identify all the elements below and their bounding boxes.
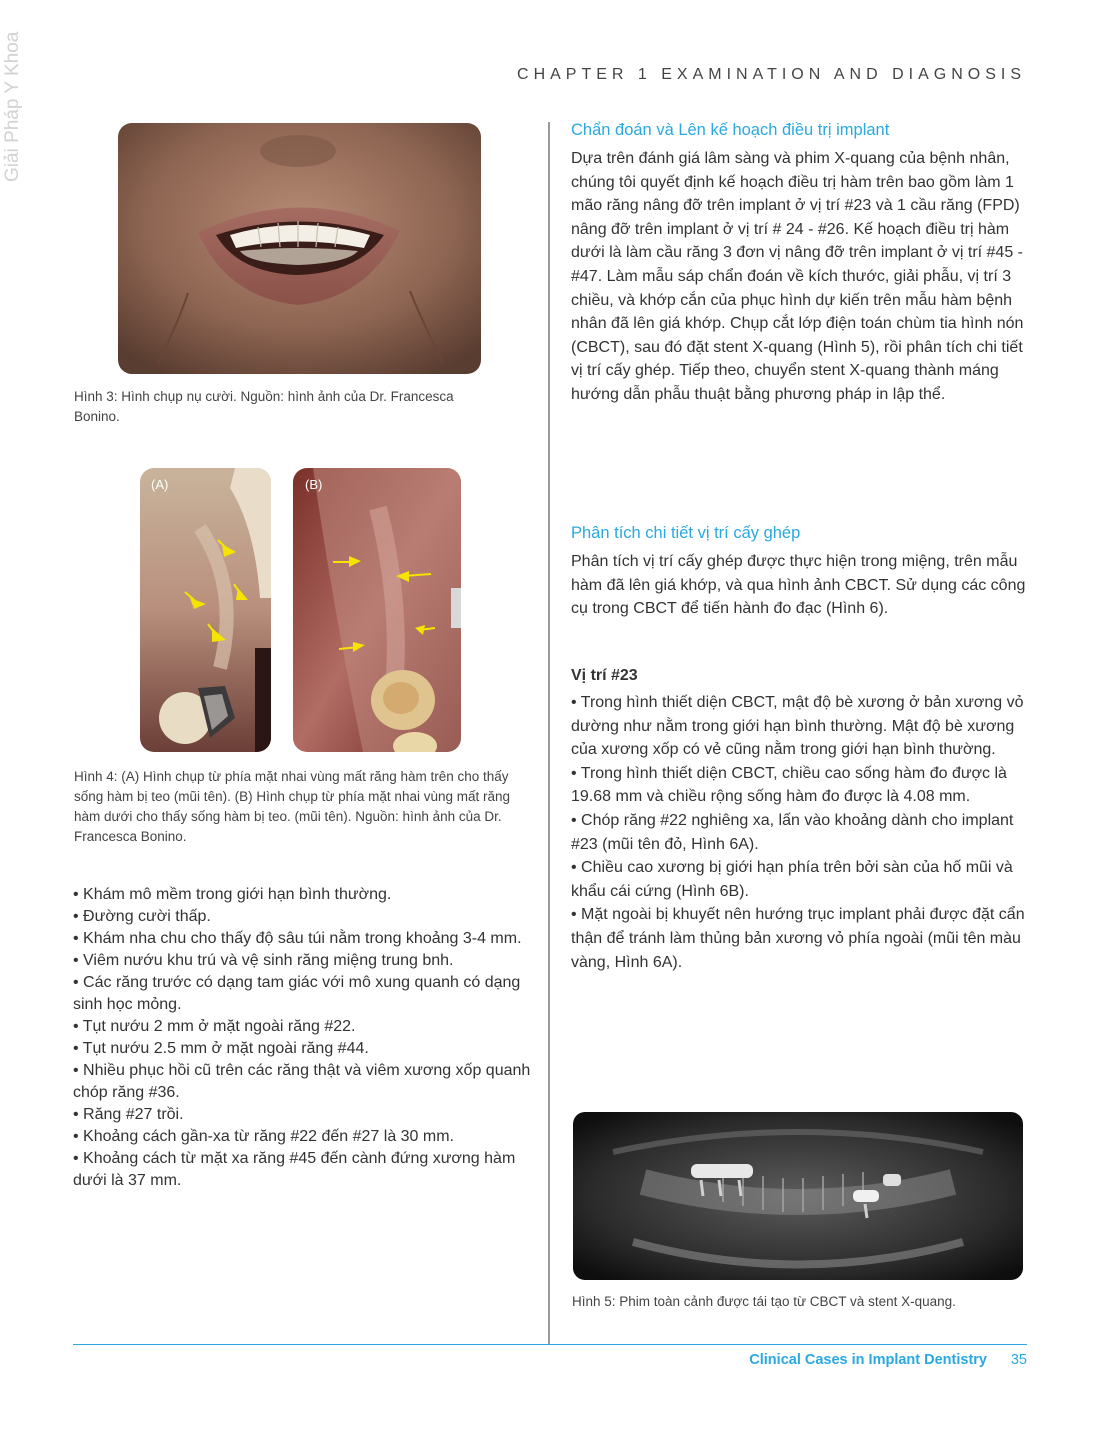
section1-paragraph: Dựa trên đánh giá lâm sàng và phim X-quang của bệnh nhân, chúng tôi quyết định kế hoạch điều trị hàm trên bao gồm làm 1 mão răng nâng đỡ trên implant ở vị trí #23 và 1 cầu răng (FPD) nâng đỡ trên implant ở vị trí # 24 - #26. Kế hoạch điều trị hàm dưới là làm cầu răng 3 đơn vị nâng đỡ trên implant ở vị trí #45 - #47. Làm mẫu sáp chẩn đoán về kích thước, giải phẫu, vị trí 3 chiều, và khớp cắn của phục hình dự kiến trên mẫu hàm bệnh nhân đã lên giá khớp. Chụp cắt lớp điện toán chùm tia hình nón (CBCT), sau đó đặt stent X-quang (Hình 5), rồi phân tích chi tiết vị trí cấy ghép. Tiếp theo, chuyển stent X-quang thành máng hướng dẫn phẫu thuật bằng phương pháp in lập thể. [571,150,1024,403]
list-item: • Tụt nướu 2 mm ở mặt ngoài răng #22. [73,1018,356,1035]
page-number: 35 [1010,1352,1027,1368]
footer-rule [73,1344,1027,1345]
footer-book-title: Clinical Cases in Implant Dentistry [749,1352,987,1368]
list-item: • Khoảng cách từ mặt xa răng #45 đến cành đứng xương hàm dưới là 37 mm. [73,1150,516,1189]
list-item: • Trong hình thiết diện CBCT, chiều cao sống hàm đo được là 19.68 mm và chiều rộng sống hàm đo được là 4.08 mm. [571,764,1007,806]
section2-paragraph: Phân tích vị trí cấy ghép được thực hiện trong miệng, trên mẫu hàm đã lên giá khớp, và qua hình ảnh CBCT. Sử dụng các công cụ trong CBCT để tiến hành đo đạc (Hình 6). [571,553,1026,618]
list-item: • Trong hình thiết diện CBCT, mật độ bè xương ở bản xương vỏ dường như nằm trong giới hạn bình thường. Mật độ bè xương của xương xốp có vẻ cũng nằm trong giới hạn bình thường. [571,694,1024,759]
fig4b-photo [293,468,461,752]
fig4b-label: (B) [305,477,323,492]
fig5-caption: Hình 5: Phim toàn cảnh được tái tạo từ CBCT và stent X-quang. [572,1294,956,1309]
list-item: • Khoảng cách gần-xa từ răng #22 đến #27 là 30 mm. [73,1128,454,1145]
fig4-caption: Hình 4: (A) Hình chụp từ phía mặt nhai vùng mất răng hàm trên cho thấy sống hàm bị teo (mũi tên). (B) Hình chụp từ phía mặt nhai vùng mất răng hàm dưới cho thấy sống hàm bị teo. (mũi tên). Nguồn: hình ảnh của Dr. Francesca Bonino. [74,769,511,844]
site23-list [571,691,1027,974]
site23-heading: Vị trí #23 [571,667,638,684]
list-item: • Tụt nướu 2.5 mm ở mặt ngoài răng #44. [73,1040,369,1057]
list-item: • Chiều cao xương bị giới hạn phía trên bởi sàn của hố mũi và khẩu cái cứng (Hình 6B). [571,859,1013,900]
fig3-caption: Hình 3: Hình chụp nụ cười. Nguồn: hình ảnh của Dr. Francesca Bonino. [74,389,454,424]
section1-body [571,147,1027,407]
list-item: • Đường cười thấp. [73,908,211,925]
watermark-text: Giải Pháp Y Khoa [2,31,23,182]
chapter-header: CHAPTER 1 EXAMINATION AND DIAGNOSIS [517,66,1026,83]
smile-photo [118,123,481,374]
panoramic-xray [573,1112,1023,1280]
watermark [0,12,26,192]
list-item: • Mặt ngoài bị khuyết nên hướng trục implant phải được đặt cẩn thận để tránh làm thủng bản xương vỏ phía ngoài (mũi tên màu vàng, Hình 6A). [571,906,1025,971]
section2-body [571,550,1027,621]
list-item: • Khám mô mềm trong giới hạn bình thường. [73,886,392,903]
section2-heading: Phân tích chi tiết vị trí cấy ghép [571,524,801,542]
fig4a-photo [140,468,271,752]
list-item: • Nhiều phục hồi cũ trên các răng thật và viêm xương xốp quanh chóp răng #36. [73,1062,531,1101]
column-divider [548,122,550,1344]
list-item: • Các răng trước có dạng tam giác với mô xung quanh có dạng sinh học mỏng. [73,974,521,1013]
list-item: • Răng #27 trồi. [73,1106,184,1123]
list-item: • Khám nha chu cho thấy độ sâu túi nằm trong khoảng 3-4 mm. [73,930,522,947]
list-item: • Chóp răng #22 nghiêng xa, lấn vào khoảng dành cho implant #23 (mũi tên đỏ, Hình 6A). [571,811,1014,853]
section1-heading: Chẩn đoán và Lên kế hoạch điều trị implant [571,121,890,139]
list-item: • Viêm nướu khu trú và vệ sinh răng miệng trung bnh. [73,952,454,969]
findings-list [73,884,533,1192]
fig4a-label: (A) [151,477,169,492]
